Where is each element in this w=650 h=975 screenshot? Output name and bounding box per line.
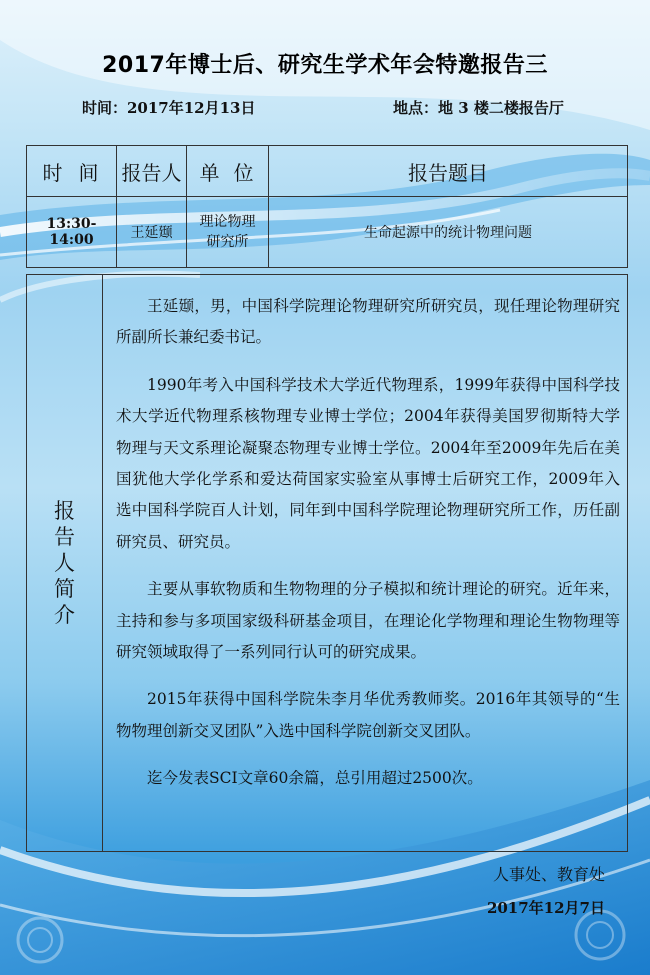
- bio-paragraph: 主要从事软物质和生物物理的分子模拟和统计理论的研究。近年来，主持和参与多项国家级科研基金项目，在理论化学物理和理论生物物理等研究领域取得了一系列同行认可的研究成果。: [116, 580, 620, 662]
- schedule-header-row: [27, 146, 628, 197]
- issue-date: 2017年12月7日: [486, 899, 605, 917]
- bio-text: [116, 291, 620, 811]
- speaker-bio-box: [26, 274, 628, 852]
- bio-label-char: 人: [54, 551, 75, 575]
- bio-label-char: 简: [54, 577, 75, 601]
- bio-label-char: 介: [54, 603, 75, 627]
- header-speaker: 报告人: [117, 146, 187, 197]
- header-unit: 单位: [187, 146, 269, 197]
- schedule-table: [26, 145, 628, 268]
- bio-label-char: 告: [54, 525, 75, 549]
- bio-label-column: [27, 275, 103, 851]
- header-topic: 报告题目: [269, 146, 628, 197]
- meeting-time: 时间：2017年12月13日: [82, 99, 256, 117]
- bio-paragraph: 王延颋，男，中国科学院理论物理研究所研究员，现任理论物理研究所副所长兼纪委书记。: [116, 297, 620, 347]
- issuing-department: 人事处、教育处: [492, 865, 605, 884]
- cell-speaker: 王延颋: [117, 197, 187, 268]
- cell-topic: 生命起源中的统计物理问题: [269, 197, 628, 268]
- bio-paragraph: 1990年考入中国科学技术大学近代物理系，1999年获得中国科学技术大学近代物理系核物理专业博士学位；2004年获得美国罗彻斯特大学物理与天文系理论凝聚态物理专业博士学位。2004年至2009年先后在美国犹他大学化学系和爱达荷国家实验室从事博士后研究工作，2009年入选中国科学院百人计划，同年到中国科学院理论物理研究所工作，历任副研究员、研究员。: [116, 375, 620, 551]
- cell-unit-line2: 研究所: [206, 234, 249, 250]
- cell-unit-line1: 理论物理: [199, 214, 256, 230]
- schedule-row: [27, 197, 628, 268]
- bio-paragraph: 2015年获得中国科学院朱李月华优秀教师奖。2016年其领导的“生物物理创新交叉团队”入选中国科学院创新交叉团队。: [116, 690, 620, 740]
- meeting-place: 地点：地 3 楼二楼报告厅: [393, 99, 564, 117]
- page-title: 2017年博士后、研究生学术年会特邀报告三: [102, 53, 548, 78]
- bio-paragraph: 迄今发表SCI文章60余篇，总引用超过2500次。: [147, 769, 483, 788]
- bio-label-char: 报: [54, 499, 75, 523]
- bio-label: [27, 275, 102, 851]
- cell-time: 13:30-14:00: [27, 197, 117, 268]
- header-time: 时间: [27, 146, 117, 197]
- cell-unit: [187, 197, 269, 268]
